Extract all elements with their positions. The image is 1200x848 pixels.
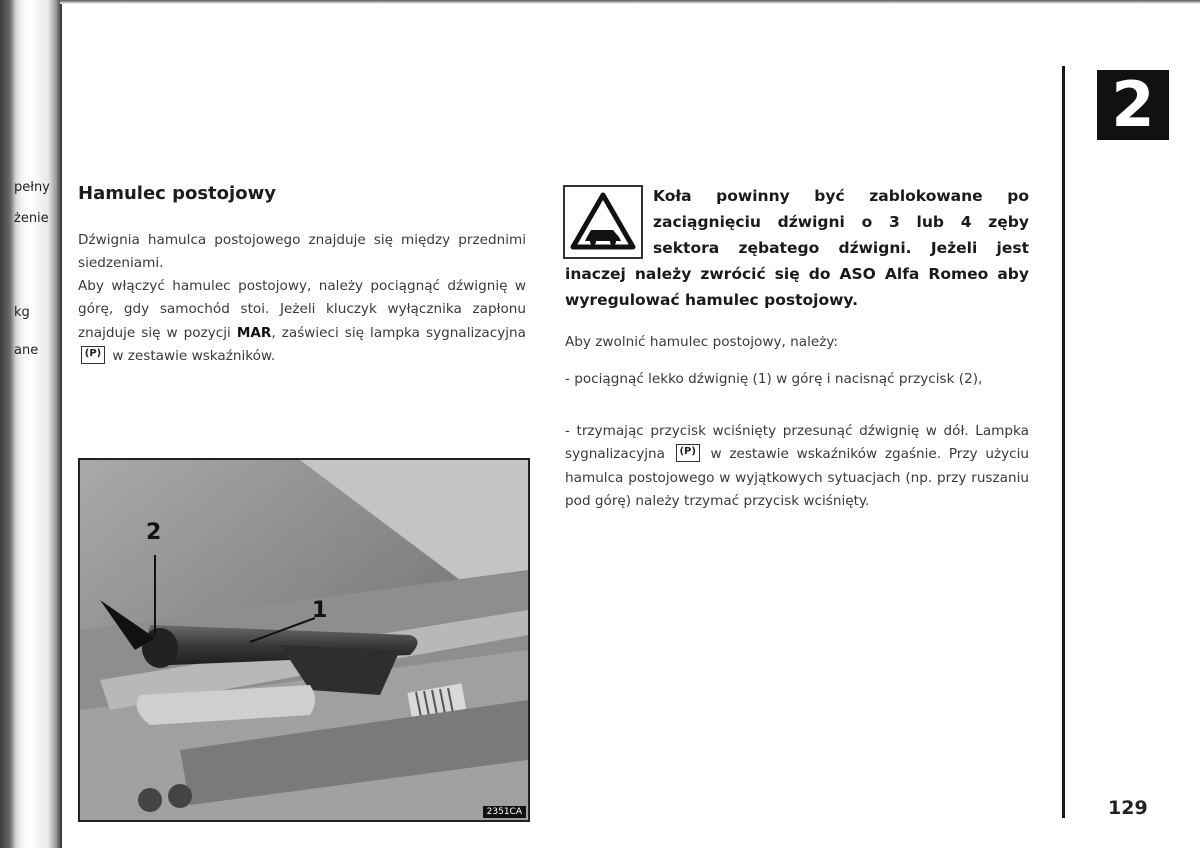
warning-text (565, 183, 1029, 313)
handbrake-illustration (80, 460, 528, 820)
warning-message: Koła powinny być zablokowane po zaciągnięciu dźwigni o 3 lub 4 zęby sektora zębatego dźwigni. Jeżeli jest inaczej należy zwrócić się do ASO Alfa Romeo aby wyregulować hamulec postojowy. (565, 187, 1029, 309)
callout-button-2: 2 (146, 520, 162, 545)
margin-fragment: żenie (14, 211, 49, 226)
brake-lamp-icon: (P) (81, 346, 105, 364)
activate-text-2: , zaświeci się lampka sygnalizacyjna (271, 324, 526, 341)
chapter-badge: 2 (1097, 70, 1169, 140)
brake-lamp-icon: (P) (676, 444, 700, 462)
release-step-1: - pociągnąć lekko dźwignię (1) w górę i nacisnąć przycisk (2), (565, 371, 983, 387)
activate-paragraph (78, 275, 526, 368)
handbrake-photo (78, 458, 530, 822)
page-top-edge (60, 0, 1200, 4)
release-step-2-text-1: - trzymając przycisk wciśnięty przesunąć dźwignię w dół. Lampka sygnalizacyjna (565, 423, 1029, 463)
intro-paragraph: Dźwignia hamulca postojowego znajduje się między przednimi siedzeniami. (78, 232, 526, 272)
page-number: 129 (1108, 797, 1148, 819)
activate-text-3: w zestawie wskaźników. (108, 347, 276, 364)
release-intro: Aby zwolnić hamulec postojowy, należy: (565, 334, 838, 350)
margin-fragment: pełny (14, 180, 50, 195)
callout-lever-1: 1 (312, 598, 328, 623)
photo-code: 2351CA (483, 806, 526, 818)
ignition-position-mar: MAR (236, 324, 272, 341)
release-step-2 (565, 420, 1029, 513)
chapter-rule (1062, 66, 1065, 818)
margin-fragment: kg (14, 305, 30, 320)
margin-fragment: ane (14, 343, 39, 358)
release-step-2-text-2: w zestawie wskaźników zgaśnie. Przy użyciu hamulca postojowego w wyjątkowych sytuacjach (np. przy ruszaniu pod górę) należy trzymać przycisk wciśnięty. (565, 446, 1029, 509)
book-spine (0, 0, 62, 848)
activate-text-1: Aby włączyć hamulec postojowy, należy pociągnąć dźwignię w górę, gdy samochód stoi. Jeżeli kluczyk wyłącznika zapłonu znajduje się w pozycji (78, 278, 526, 341)
section-title: Hamulec postojowy (78, 183, 276, 204)
